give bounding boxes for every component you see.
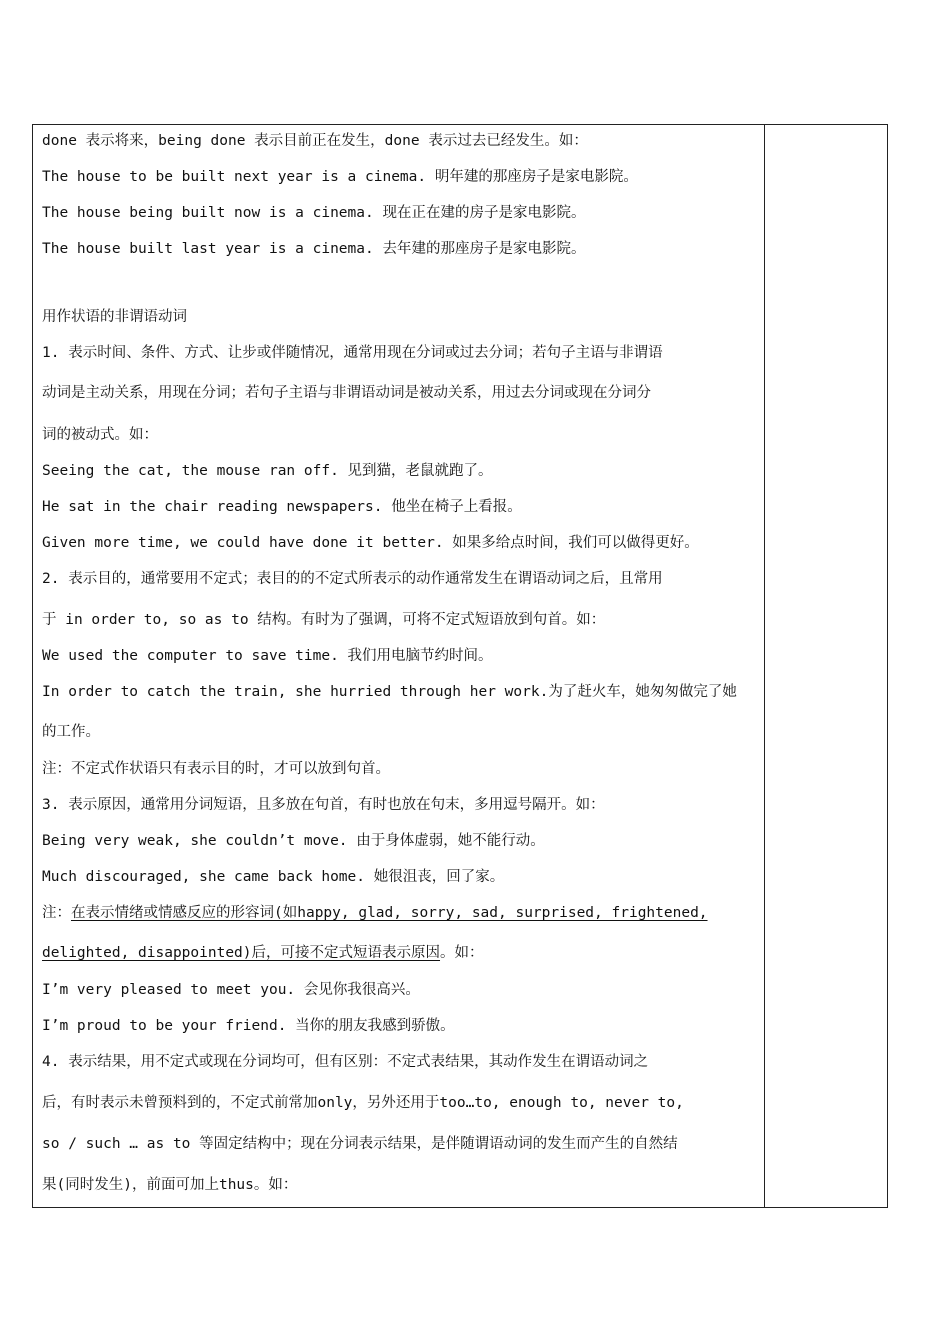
- text-line: The house being built now is a cinema. 现在正在建的房子是家电影院。: [42, 205, 586, 221]
- table-frame: [32, 124, 888, 1208]
- text-line: done 表示将来，being done 表示目前正在发生，done 表示过去已经发生。如：: [42, 133, 588, 149]
- text-line: 4. 表示结果，用不定式或现在分词均可，但有区别：不定式表结果，其动作发生在谓语动词之: [42, 1054, 649, 1070]
- text-line: 2. 表示目的，通常要用不定式；表目的的不定式所表示的动作通常发生在谓语动词之后，且常用: [42, 571, 663, 587]
- text-line: Given more time, we could have done it better. 如果多给点时间，我们可以做得更好。: [42, 535, 699, 551]
- section-heading: 用作状语的非谓语动词: [42, 309, 187, 325]
- text-line: Seeing the cat, the mouse ran off. 见到猫，老鼠就跑了。: [42, 463, 493, 479]
- text-line: In order to catch the train, she hurried through her work.为了赶火车，她匆匆做完了她: [42, 684, 737, 700]
- text-line: The house to be built next year is a cinema. 明年建的那座房子是家电影院。: [42, 169, 638, 185]
- underlined-text: delighted, disappointed)后，可接不定式短语表示原因: [42, 945, 441, 961]
- note-tail: 。如：: [440, 945, 484, 961]
- text-line: 1. 表示时间、条件、方式、让步或伴随情况，通常用现在分词或过去分词；若句子主语与非谓语: [42, 345, 663, 361]
- text-line: I’m very pleased to meet you. 会见你我很高兴。: [42, 982, 420, 998]
- text-line: 的工作。: [42, 724, 100, 740]
- text-line: 词的被动式。如：: [42, 427, 158, 443]
- text-line: 动词是主动关系，用现在分词；若句子主语与非谓语动词是被动关系，用过去分词或现在分词分: [42, 385, 651, 401]
- text-line: 注：不定式作状语只有表示目的时，才可以放到句首。: [42, 761, 390, 777]
- text-line: I’m proud to be your friend. 当你的朋友我感到骄傲。: [42, 1018, 455, 1034]
- text-line: Much discouraged, she came back home. 她很沮丧，回了家。: [42, 869, 505, 885]
- table-column-divider: [764, 124, 765, 1208]
- text-line: The house built last year is a cinema. 去年建的那座房子是家电影院。: [42, 241, 586, 257]
- underlined-text: 在表示情绪或情感反应的形容词(如happy, glad, sorry, sad, surprised, frightened,: [71, 905, 708, 921]
- note-line: [42, 944, 484, 962]
- text-line: 3. 表示原因，通常用分词短语，且多放在句首，有时也放在句末，多用逗号隔开。如：: [42, 797, 605, 813]
- text-line: so / such … as to 等固定结构中；现在分词表示结果，是伴随谓语动词的发生而产生的自然结: [42, 1136, 678, 1152]
- text-line: 后，有时表示未曾预料到的，不定式前常加only，另外还用于too…to, enough to, never to,: [42, 1095, 684, 1111]
- note-label: 注：: [42, 905, 71, 921]
- text-line: 于 in order to, so as to 结构。有时为了强调，可将不定式短语放到句首。如：: [42, 612, 606, 628]
- note-line: [42, 904, 708, 922]
- text-line: He sat in the chair reading newspapers. 他坐在椅子上看报。: [42, 499, 522, 515]
- text-line: 果(同时发生)，前面可加上thus。如：: [42, 1177, 298, 1193]
- text-line: We used the computer to save time. 我们用电脑节约时间。: [42, 648, 493, 664]
- text-line: Being very weak, she couldn’t move. 由于身体虚弱，她不能行动。: [42, 833, 545, 849]
